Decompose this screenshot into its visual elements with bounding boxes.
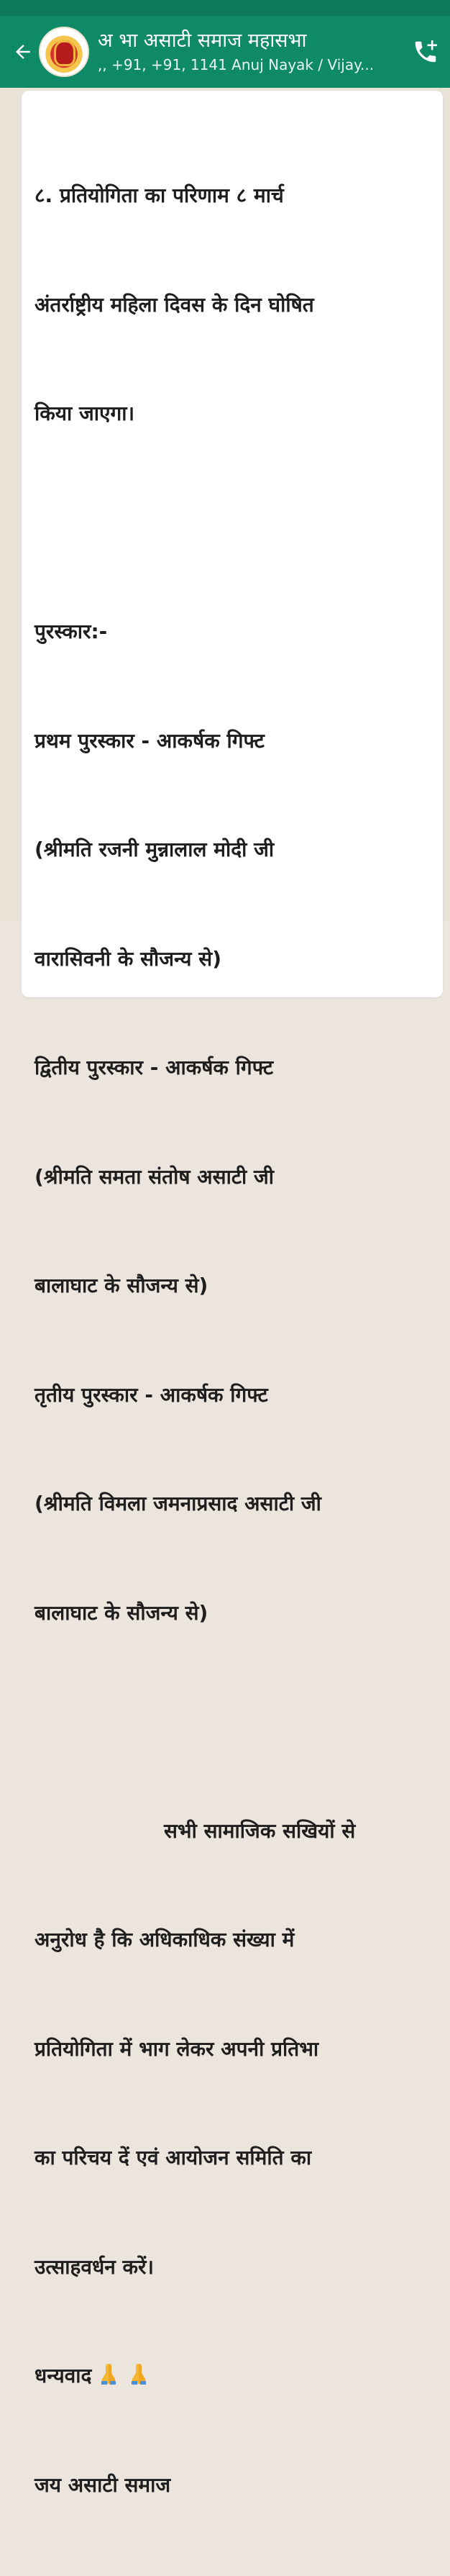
message-line: प्रथम पुरस्कार - आकर्षक गिफ्ट [35, 728, 265, 753]
add-call-button[interactable] [404, 38, 447, 65]
thanks-line [35, 2358, 433, 2395]
folded-hands-icon [126, 2361, 152, 2387]
message-line: ८. प्रतियोगिता का परिणाम ८ मार्च [35, 183, 284, 207]
message-line: किया जाएगा। [35, 402, 135, 425]
status-bar [0, 0, 450, 16]
message-line [35, 505, 433, 542]
arrow-left-icon [12, 41, 34, 63]
message-text [35, 105, 433, 2576]
folded-hands-icon [96, 2361, 121, 2387]
message-line [35, 1704, 433, 1741]
message-line: (श्रीमति रजनी मुन्नालाल मोदी जी [35, 838, 275, 861]
message-line: बालाघाट के सौजन्य से) [35, 1600, 208, 1625]
message-bubble[interactable] [22, 91, 443, 2497]
chat-area [0, 88, 450, 2497]
message-line: अंतर्राष्ट्रीय महिला दिवस के दिन घोषित [35, 292, 314, 317]
message-line: तृतीय पुरस्कार - आकर्षक गिफ्ट [35, 1382, 268, 1407]
chat-header [0, 16, 450, 88]
message-line: पुरस्कार:- [35, 620, 108, 643]
thanks-text: धन्यवाद [35, 2364, 92, 2387]
chat-title-area[interactable] [98, 28, 404, 76]
message-line: उत्साहवर्धन करें। [35, 2254, 155, 2279]
message-line: प्रतियोगिता में भाग लेकर अपनी प्रतिभा [35, 2036, 319, 2061]
message-line: बालाघाट के सौजन्य से) [35, 1274, 208, 1297]
back-button[interactable] [9, 41, 37, 63]
add-call-icon [412, 38, 439, 65]
group-avatar[interactable] [39, 27, 89, 77]
message-line: जय असाटी समाज [35, 2472, 171, 2497]
group-name: अ भा असाटी समाज महासभा [98, 30, 307, 52]
message-line: (श्रीमति विमला जमनाप्रसाद असाटी जी [35, 1492, 321, 1515]
group-members: ,, +91, +91, 1141 Anuj Nayak / Vijay... [98, 56, 375, 73]
message-line: अनुरोध है कि अधिकाधिक संख्या में [35, 1928, 295, 1951]
message-line: (श्रीमति समता संतोष असाटी जी [35, 1164, 274, 1189]
message-line: सभी सामाजिक सखियों से [164, 1818, 356, 1843]
message-line: वारासिवनी के सौजन्य से) [35, 946, 221, 971]
message-line: का परिचय दें एवं आयोजन समिति का [35, 2146, 312, 2169]
message-line: द्वितीय पुरस्कार - आकर्षक गिफ्ट [35, 1056, 274, 1079]
